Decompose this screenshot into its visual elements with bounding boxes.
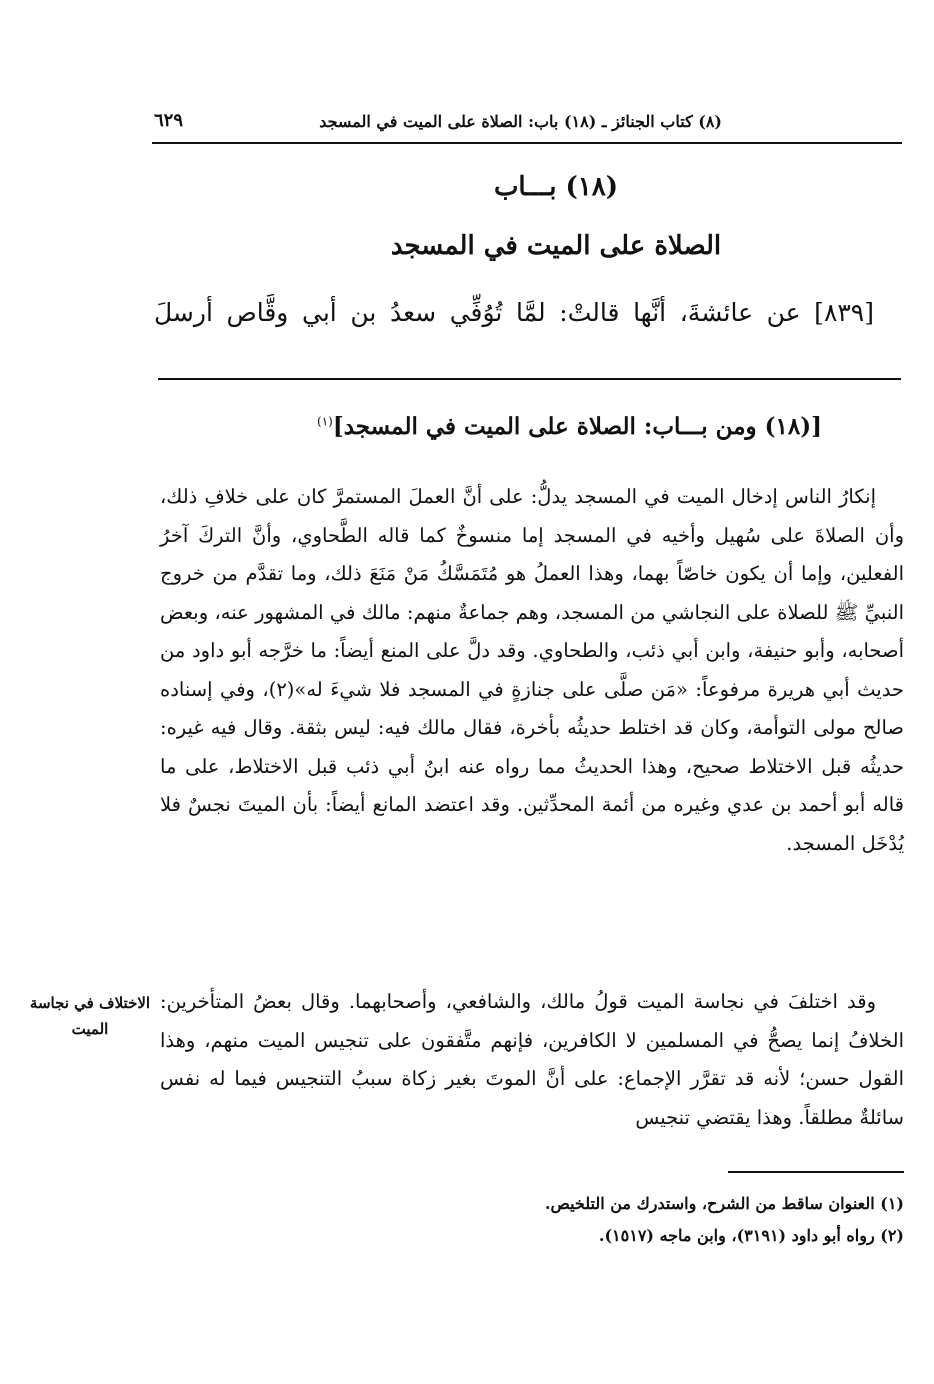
chapter-heading: (١٨) بـــاب [493, 172, 619, 202]
commentary-paragraph-1: إنكارُ الناس إدخال الميت في المسجد يدلُّ: على أنَّ العملَ المستمرَّ كان على خلافِ ذلك، وأن الصلاةَ على سُهيل وأخيه في المسجد إما منسوخٌ كما قاله الطَّحاوي، وأنَّ التركَ آخرُ الفعلين، وإما أن يكون خاصّاً بهما، وهذا العملُ هو مُتَمَسَّكُ مَنْ مَنَعَ ذلك، وما تقدَّم من خروج النبيِّ ﷺ للصلاة على النجاشي من المسجد، وهم جماعةٌ منهم: مالك في المشهور عنه، وبعض أصحابه، وأبو حنيفة، وابن أبي ذئب، والطحاوي. وقد دلَّ على المنع أيضاً: ما خرَّجه أبو داود من حديث أبي هريرة مرفوعاً: «مَن صلَّى على جنازةٍ في المسجد فلا شيءَ له»(٢)، وفي إسناده صالح مولى التوأمة، وكان قد اختلط حديثُه بأخرة، فقال مالك فيه: ليس بثقة. وقال فيه غيره: حديثُه قبل الاختلاط صحيح، وهذا الحديثُ مما رواه عنه ابنُ أبي ذئب قبل الاختلاط، على ما قاله أبو أحمد بن عدي وغيره من أئمة المحدِّثين. وقد اعتضد المانع أيضاً: بأن الميتَ نجسٌ فلا يُدْخَل المسجد. [160, 485, 904, 855]
page-number: ٦٢٩ [154, 110, 184, 131]
commentary-body [160, 478, 904, 863]
footnote-1: (١) العنوان ساقط من الشرح، واستدرك من التلخيص. [544, 1194, 904, 1213]
running-title: (٨) كتاب الجنائز ـ (١٨) باب: الصلاة على الميت في المسجد [319, 112, 722, 131]
header-rule [152, 142, 902, 144]
commentary-heading [317, 413, 822, 440]
footnotes [160, 1188, 904, 1252]
commentary-paragraph-2: وقد اختلفَ في نجاسة الميت قولُ مالك، والشافعي، وأصحابهما. وقال بعضُ المتأخرين: الخلافُ إنما يصحُّ في المسلمين لا الكافرين، فإنهم متَّفقون على تنجيس الميت منهم، وهذا القول حسن؛ لأنه قد تقرَّر الإجماع: على أنَّ الموتَ بغير زكاة سببُ التنجيس فيما له نفس سائلةٌ مطلقاً. وهذا يقتضي تنجيس [160, 990, 904, 1129]
running-header [150, 108, 902, 136]
chapter-title: الصلاة على الميت في المسجد [390, 231, 722, 261]
margin-note: الاختلاف في نجاسة الميت [29, 994, 151, 1038]
footnote-rule [728, 1171, 904, 1173]
hadith-text: [٨٣٩] عن عائشةَ، أنَّها قالتْ: لمَّا تُوُفِّي سعدُ بن أبي وقَّاص أرسلَ [154, 298, 874, 327]
footnote-2: (٢) رواه أبو داود (٣١٩١)، وابن ماجه (١٥١٧). [598, 1226, 904, 1245]
commentary-heading-text: [(١٨) ومن بـــاب: الصلاة على الميت في المسجد] [332, 413, 822, 440]
section-divider [158, 378, 901, 380]
footnote-marker: (١) [317, 414, 333, 429]
